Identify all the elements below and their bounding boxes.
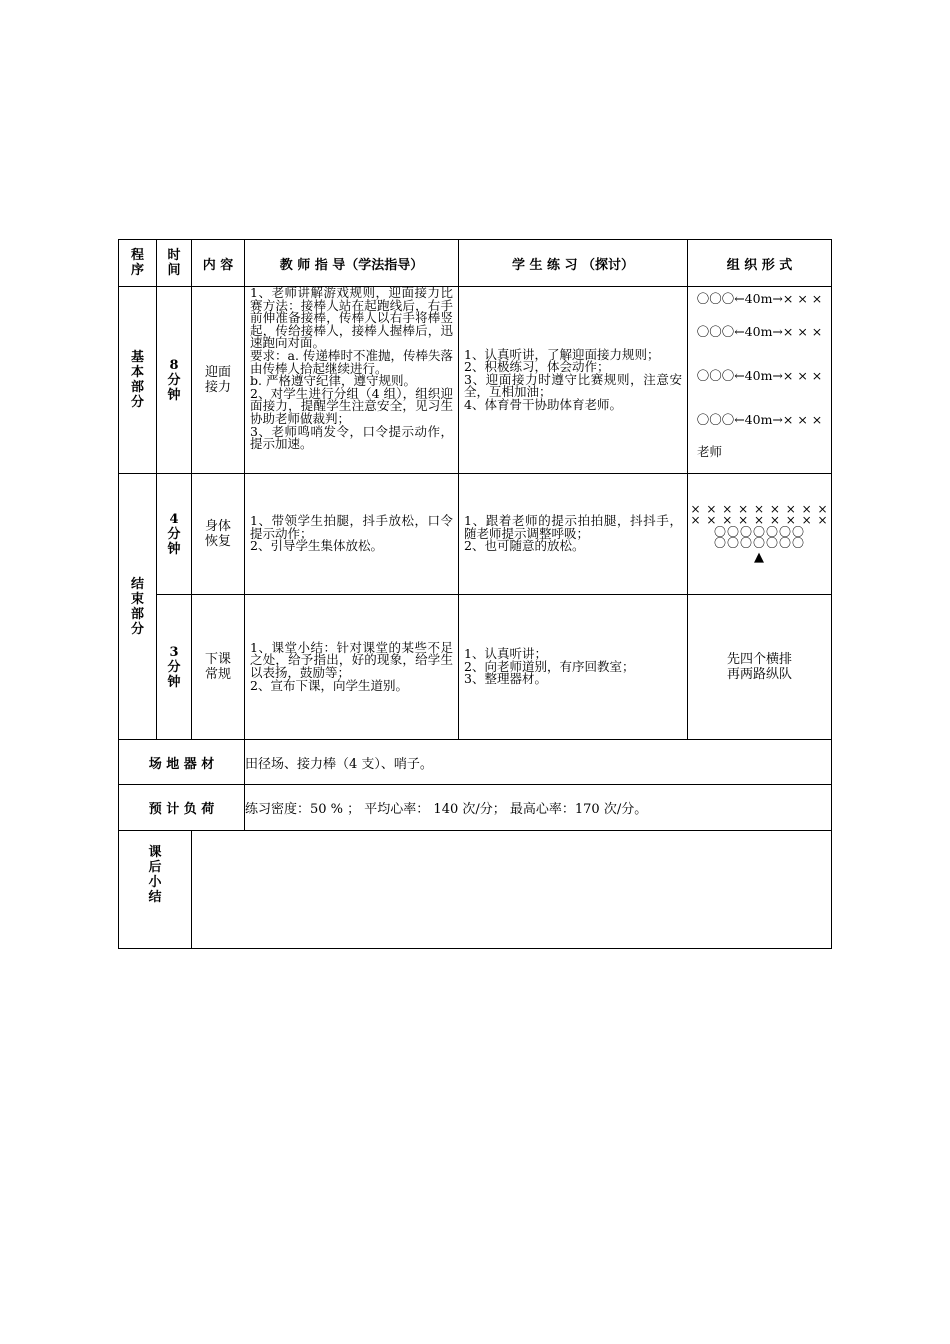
relay-formation-line: 〇〇〇←40m→× × ×: [696, 324, 823, 339]
recovery-org-cell: [688, 474, 832, 595]
basic-teacher-line: 2、对学生进行分组（4 组），组织迎面接力，提醒学生注意安全，见习生协助老师做裁判；: [250, 385, 453, 426]
basic-student-line: 4、体育骨干协助体育老师。: [464, 396, 622, 412]
header-row: [119, 240, 832, 287]
recovery-row: [119, 474, 832, 595]
ending-section-cell: [119, 474, 157, 740]
recovery-content-cell: [192, 474, 245, 595]
lesson-plan-table: [118, 239, 832, 949]
recovery-content: 身体恢复: [204, 519, 231, 549]
header-time-cell: [157, 240, 192, 287]
header-student: 学 生 练 习 （探讨）: [459, 240, 688, 287]
recovery-teacher-text: [245, 515, 458, 553]
dismissal-time-cell: [157, 595, 192, 740]
basic-student-cell: [459, 287, 688, 474]
summary-value[interactable]: [192, 831, 832, 949]
dismissal-org-line: 再两路纵队: [726, 667, 792, 682]
header-teacher: 教 师 指 导（学法指导）: [245, 240, 459, 287]
relay-formation-line: 〇〇〇←40m→× × ×: [696, 368, 823, 383]
recovery-teacher-line: 2、引导学生集体放松。: [250, 538, 383, 554]
dismissal-teacher-cell: [245, 595, 459, 740]
summary-row: [119, 831, 832, 949]
dismissal-student-line: 2、向老师道别，有序回教室；: [464, 658, 635, 674]
basic-teacher-line: b. 严格遵守纪律，遵守规则。: [250, 373, 416, 389]
dismissal-teacher-line: 2、宣布下课，向学生道别。: [250, 677, 408, 693]
dismissal-org-cell: [688, 595, 832, 740]
recovery-student-line: 1、跟着老师的提示拍拍腿，抖抖手，随老师提示调整呼吸；: [464, 513, 682, 541]
relay-formation-line: 〇〇〇←40m→× × ×: [696, 291, 823, 306]
equipment-value: 田径场、接力棒（4 支）、哨子。: [245, 740, 832, 785]
org-teacher-label: 老师: [697, 444, 723, 459]
basic-org-cell: [688, 287, 832, 474]
teacher-position-icon: ▲: [754, 549, 765, 565]
recovery-formation: [688, 501, 831, 565]
relay-formation-line: 〇〇〇←40m→× × ×: [696, 412, 823, 427]
dismissal-student-line: 3、整理器材。: [464, 671, 547, 687]
formation-row: 〇〇〇〇〇〇〇: [713, 524, 805, 539]
basic-teacher-line: 3、老师鸣哨发令，口令提示动作，提示加速。: [250, 423, 453, 452]
basic-content: 迎面接力: [204, 365, 231, 395]
basic-student-line: 3、迎面接力时遵守比赛规则，注意安全，互相加油；: [464, 371, 682, 400]
basic-student-text: [459, 346, 687, 412]
dismissal-student-cell: [459, 595, 688, 740]
basic-teacher-line: 1、老师讲解游戏规则，迎面接力比赛方法：接棒人站在起跑线后，右手前伸准备接棒，传棒人以右手将棒竖起，传给接棒人，接棒人握棒后，迅速跑向对面。: [250, 285, 453, 351]
load-value: 练习密度：50 % ； 平均心率： 140 次/分； 最高心率：170 次/分。: [245, 785, 832, 831]
basic-teacher-line: 要求：a. 传递棒时不准抛，传棒失落由传棒人拾起继续进行。: [250, 347, 453, 376]
basic-student-line: 1、认真听讲，了解迎面接力规则；: [464, 346, 660, 362]
recovery-student-text: [459, 515, 687, 553]
dismissal-time: 3分钟: [167, 644, 181, 690]
dismissal-org-line: 先四个横排: [726, 652, 792, 667]
dismissal-student-text: [459, 648, 687, 686]
equipment-label: 场 地 器 材: [119, 740, 245, 785]
load-label: 预 计 负 荷: [119, 785, 245, 831]
dismissal-teacher-line: 1、课堂小结：针对课堂的某些不足之处，给予指出，好的现象，给学生以表扬，鼓励等；: [250, 639, 453, 680]
summary-label-cell: [119, 831, 192, 949]
summary-label: 课后小结: [148, 844, 162, 905]
basic-content-cell: [192, 287, 245, 474]
equipment-row: [119, 740, 832, 785]
header-order-cell: [119, 240, 157, 287]
dismissal-teacher-text: [245, 639, 458, 693]
recovery-time-cell: [157, 474, 192, 595]
basic-time: 8分钟: [167, 357, 181, 403]
recovery-student-cell: [459, 474, 688, 595]
basic-section-cell: [119, 287, 157, 474]
header-content: 内 容: [192, 240, 245, 287]
recovery-student-line: 2、也可随意的放松。: [464, 538, 585, 554]
dismissal-content-cell: [192, 595, 245, 740]
basic-teacher-cell: [245, 287, 459, 474]
formation-row: × × × × × × × × ×: [690, 501, 829, 516]
recovery-teacher-line: 1、带领学生拍腿，抖手放松，口令提示动作；: [250, 513, 453, 541]
load-row: [119, 785, 832, 831]
header-order: 程序: [130, 248, 144, 278]
ending-section-label: 结束部分: [130, 576, 144, 637]
recovery-teacher-cell: [245, 474, 459, 595]
header-time: 时间: [167, 248, 181, 278]
formation-row: 〇〇〇〇〇〇〇: [713, 536, 805, 550]
dismissal-student-line: 1、认真听讲；: [464, 646, 547, 662]
dismissal-content: 下课常规: [204, 652, 231, 682]
basic-section-label: 基本部分: [130, 350, 144, 410]
dismissal-row: [119, 595, 832, 740]
formation-row: × × × × × × × × ×: [690, 513, 829, 527]
basic-teacher-text: [245, 287, 458, 451]
recovery-time: 4分钟: [167, 511, 181, 557]
basic-student-line: 2、积极练习，体会动作；: [464, 359, 610, 375]
basic-row: [119, 287, 832, 474]
basic-time-cell: [157, 287, 192, 474]
header-org: 组 织 形 式: [688, 240, 832, 287]
